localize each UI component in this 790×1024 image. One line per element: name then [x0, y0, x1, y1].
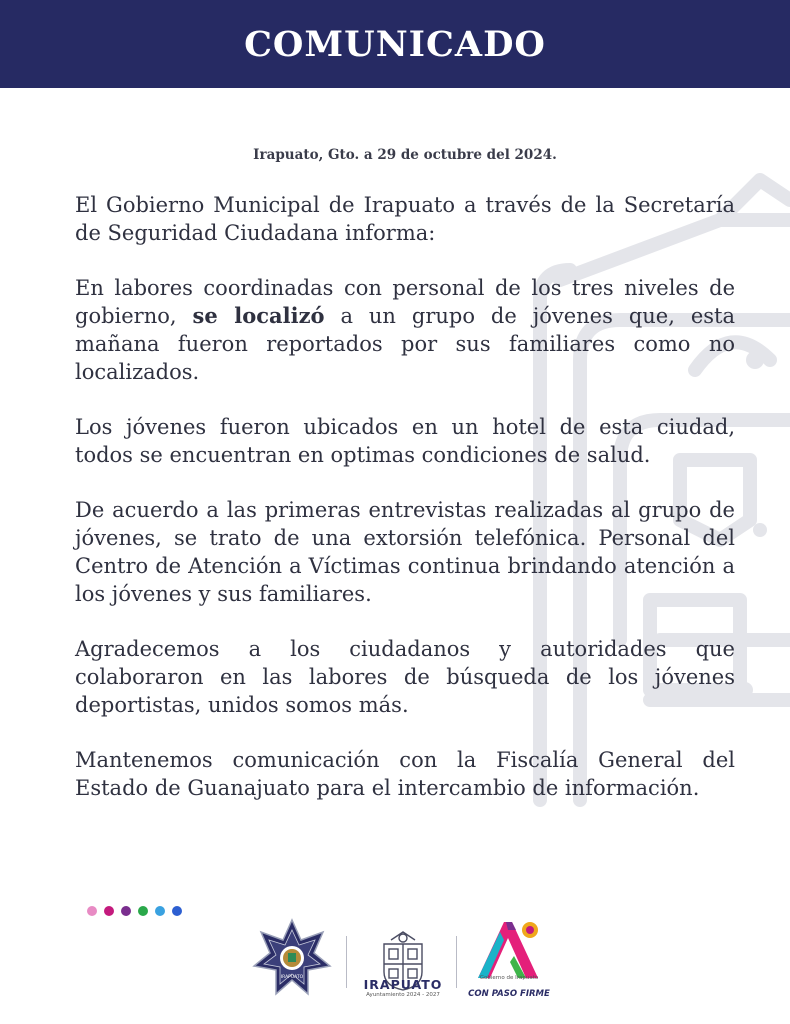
paragraph-interviews: De acuerdo a las primeras entrevistas realizadas al grupo de jóvenes, se trato de una extorsión telefónica. Personal del Centro de Atención a Víctimas continua brindando atención a los jóvenes y sus familiares.	[75, 498, 735, 606]
header-banner	[0, 0, 790, 88]
paragraph-intro: El Gobierno Municipal de Irapuato a través de la Secretaría de Seguridad Ciudadana informa:	[75, 193, 735, 245]
con-paso-firme-logo-icon	[470, 916, 546, 980]
paragraph-thanks: Agradecemos a los ciudadanos y autoridades que colaboraron en las labores de búsqueda de los jóvenes deportistas, unidos somos más.	[75, 637, 735, 717]
paragraph-location-end: a un grupo de jóvenes que, esta mañana fueron reportados por sus familiares como no localizados.	[75, 304, 735, 384]
logo-divider-right	[456, 936, 457, 988]
paragraph-location-start: En labores coordinadas con personal de los tres niveles de gobierno,	[75, 276, 735, 328]
page-title: COMUNICADO	[244, 23, 546, 65]
document-date: Irapuato, Gto. a 29 de octubre del 2024.	[253, 147, 557, 163]
police-badge-icon	[252, 918, 332, 998]
footer-logos	[0, 912, 790, 1022]
paragraph-location	[75, 274, 735, 386]
paragraph-status: Los jóvenes fueron ubicados en un hotel de esta ciudad, todos se encuentran en optimas condiciones de salud.	[75, 415, 735, 467]
gov-logo-slogan: CON PASO FIRME	[468, 989, 550, 999]
paragraph-location-bold: se localizó	[192, 303, 325, 328]
gov-logo-caption: Gobierno de Irapuato	[479, 975, 539, 981]
document-body	[75, 191, 735, 829]
police-badge-text: IRAPUATO	[280, 975, 304, 980]
logo-divider-left	[346, 936, 347, 988]
city-logo-subtitle: Ayuntamiento 2024 - 2027	[366, 992, 440, 998]
paragraph-communication: Mantenemos comunicación con la Fiscalía General del Estado de Guanajuato para el intercambio de información.	[75, 748, 735, 800]
city-logo-name: IRAPUATO	[363, 977, 443, 992]
